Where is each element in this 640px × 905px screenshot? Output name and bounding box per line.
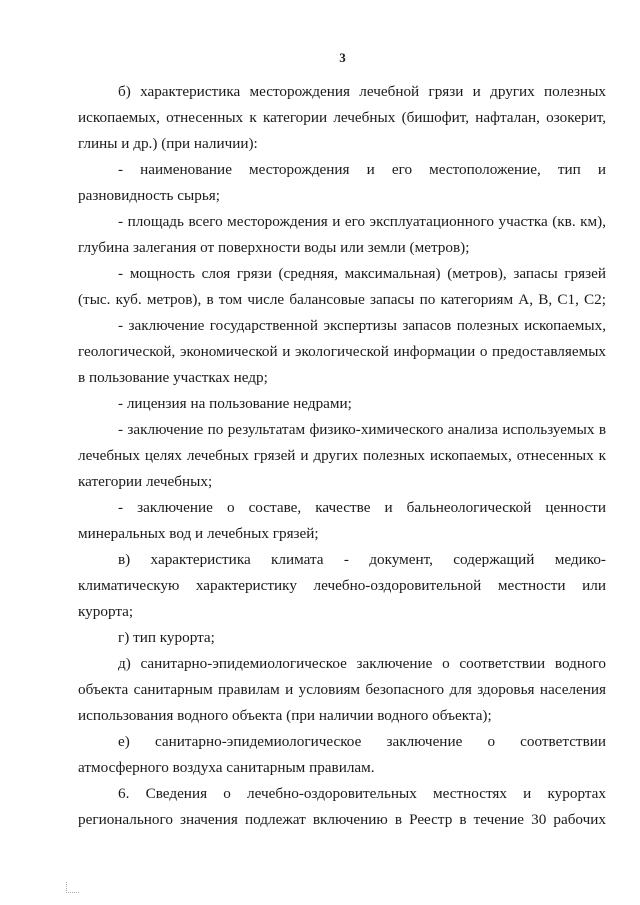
- text-line: е) санитарно-эпидемиологическое заключение о соответствии: [118, 733, 606, 750]
- text-line: - заключение государственной экспертизы запасов полезных ископаемых,: [118, 317, 606, 334]
- text-line: б) характеристика месторождения лечебной грязи и других полезных: [118, 83, 606, 100]
- text-line: глубина залегания от поверхности воды или земли (метров);: [78, 239, 470, 256]
- text-line: в пользование участках недр;: [78, 369, 268, 386]
- text-line: климатическую характеристику лечебно-оздоровительной местности или: [78, 577, 606, 594]
- text-line: - площадь всего месторождения и его эксплуатационного участка (кв. км),: [118, 213, 606, 230]
- text-line: разновидность сырья;: [78, 187, 220, 204]
- text-line: - наименование месторождения и его местоположение, тип и: [118, 161, 606, 178]
- text-line: ископаемых, отнесенных к категории лечебных (бишофит, нафталан, озокерит,: [78, 109, 606, 126]
- text-line: - заключение по результатам физико-химического анализа используемых в: [118, 421, 606, 438]
- text-line: категории лечебных;: [78, 473, 213, 490]
- text-line: (тыс. куб. метров), в том числе балансовые запасы по категориям А, В, С1, С2;: [78, 291, 606, 308]
- text-line: - заключение о составе, качестве и бальнеологической ценности: [118, 499, 606, 516]
- text-line: минеральных вод и лечебных грязей;: [78, 525, 319, 542]
- text-line: регионального значения подлежат включению в Реестр в течение 30 рабочих: [78, 811, 606, 828]
- text-line: г) тип курорта;: [118, 629, 215, 646]
- text-line: курорта;: [78, 603, 134, 620]
- page-number: 3: [339, 50, 346, 65]
- text-line: атмосферного воздуха санитарным правилам.: [78, 759, 375, 776]
- text-line: геологической, экономической и экологической информации о предоставляемых: [78, 343, 606, 360]
- scan-artifact: [66, 882, 79, 893]
- text-line: лечебных целях лечебных грязей и других полезных ископаемых, отнесенных к: [78, 447, 606, 464]
- text-line: в) характеристика климата - документ, содержащий медико-: [118, 551, 606, 568]
- text-line: 6. Сведения о лечебно-оздоровительных местностях и курортах: [118, 785, 606, 802]
- text-line: д) санитарно-эпидемиологическое заключение о соответствии водного: [118, 655, 606, 672]
- text-line: глины и др.) (при наличии):: [78, 135, 258, 152]
- text-line: объекта санитарным правилам и условиям безопасного для здоровья населения: [78, 681, 606, 698]
- text-line: - лицензия на пользование недрами;: [118, 395, 352, 412]
- text-line: - мощность слоя грязи (средняя, максимальная) (метров), запасы грязей: [118, 265, 606, 282]
- text-line: использования водного объекта (при наличии водного объекта);: [78, 707, 492, 724]
